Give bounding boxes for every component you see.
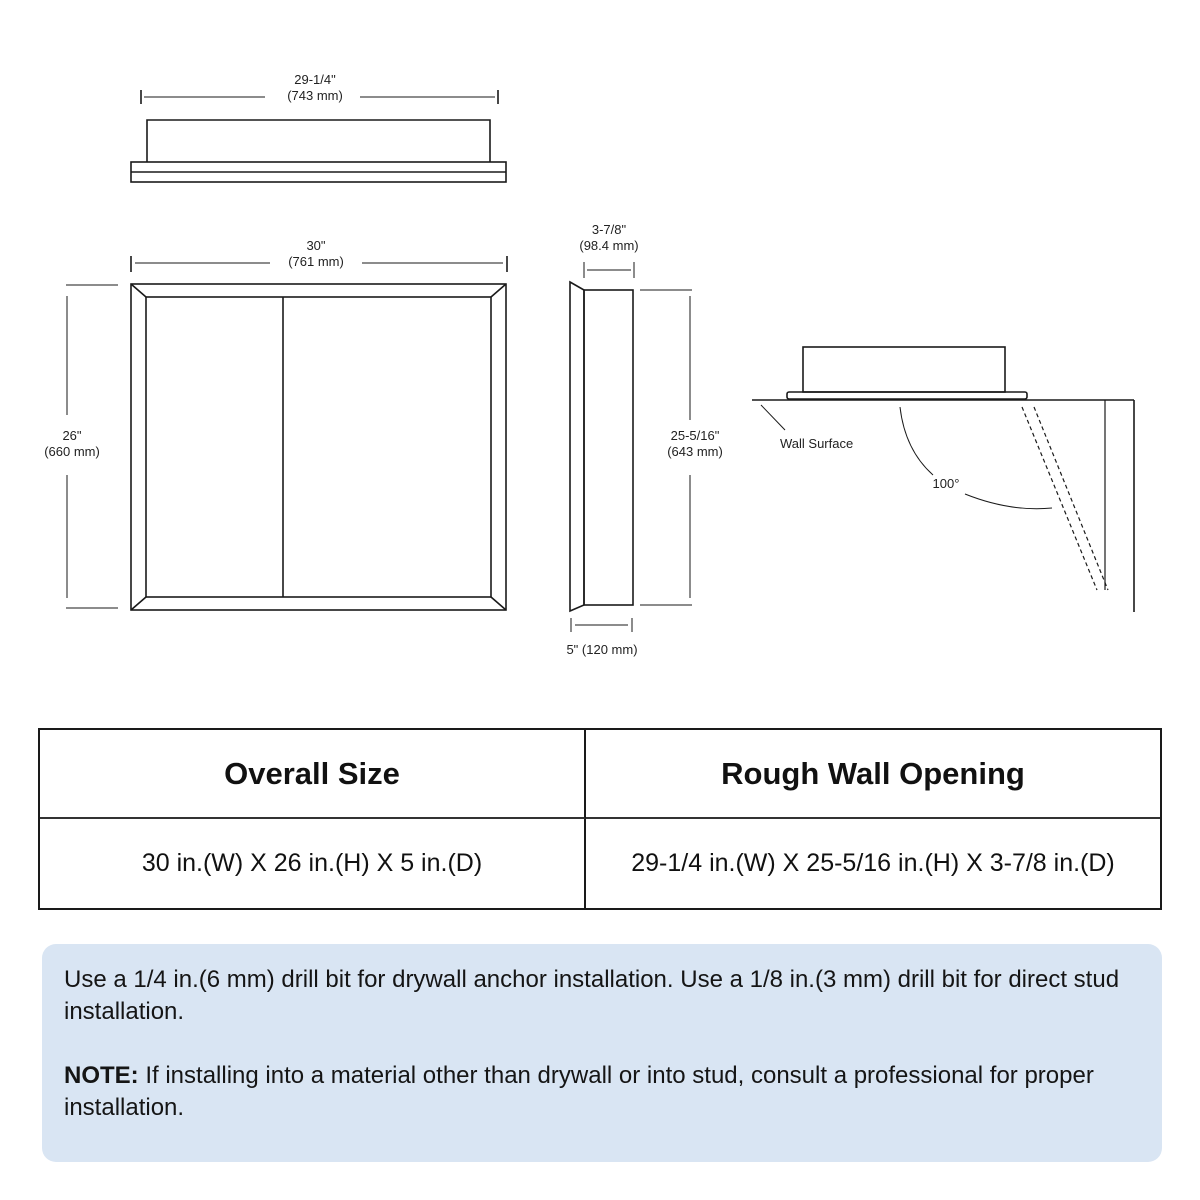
professional-note: [64, 1060, 1140, 1124]
header-overall-size: Overall Size: [40, 730, 586, 819]
front-height-label: [30, 428, 114, 460]
note-label: NOTE:: [64, 1062, 139, 1089]
overall-depth-label: 5" (120 mm): [566, 642, 638, 657]
value-rough-wall-opening: 29-1/4 in.(W) X 25-5/16 in.(H) X 3-7/8 in.(D): [631, 849, 1115, 877]
recess-depth-mm: (98.4 mm): [579, 238, 639, 253]
note-text: If installing into a material other than drywall or into stud, consult a professional for proper installation.: [64, 1062, 1094, 1121]
front-height-mm: (660 mm): [44, 444, 100, 459]
swing-angle-label: 100°: [932, 476, 960, 491]
installation-note-box: [42, 944, 1162, 1162]
top-width-mm: (743 mm): [287, 88, 343, 103]
front-width-mm: (761 mm): [288, 254, 344, 269]
recess-height-in: 25-5/16": [670, 428, 720, 443]
value-overall-size: 30 in.(W) X 26 in.(H) X 5 in.(D): [40, 819, 586, 908]
front-width-in: 30": [306, 238, 326, 253]
header-rough-wall-opening: Rough Wall Opening: [586, 730, 1160, 819]
drill-bit-instruction: Use a 1/4 in.(6 mm) drill bit for drywall anchor installation. Use a 1/8 in.(3 mm) drill bit for direct stud installation.: [64, 966, 1120, 1025]
front-width-label: [270, 238, 362, 270]
top-width-in: 29-1/4": [294, 72, 336, 87]
size-spec-table: [38, 728, 1162, 910]
wall-surface-label: Wall Surface: [780, 436, 854, 451]
front-height-in: 26": [62, 428, 82, 443]
top-width-label: [270, 72, 360, 104]
recess-depth-label: [566, 222, 652, 254]
recess-height-label: [650, 428, 740, 460]
front-view: [66, 256, 507, 610]
recess-depth-in: 3-7/8": [591, 222, 627, 237]
recess-height-mm: (643 mm): [667, 444, 723, 459]
